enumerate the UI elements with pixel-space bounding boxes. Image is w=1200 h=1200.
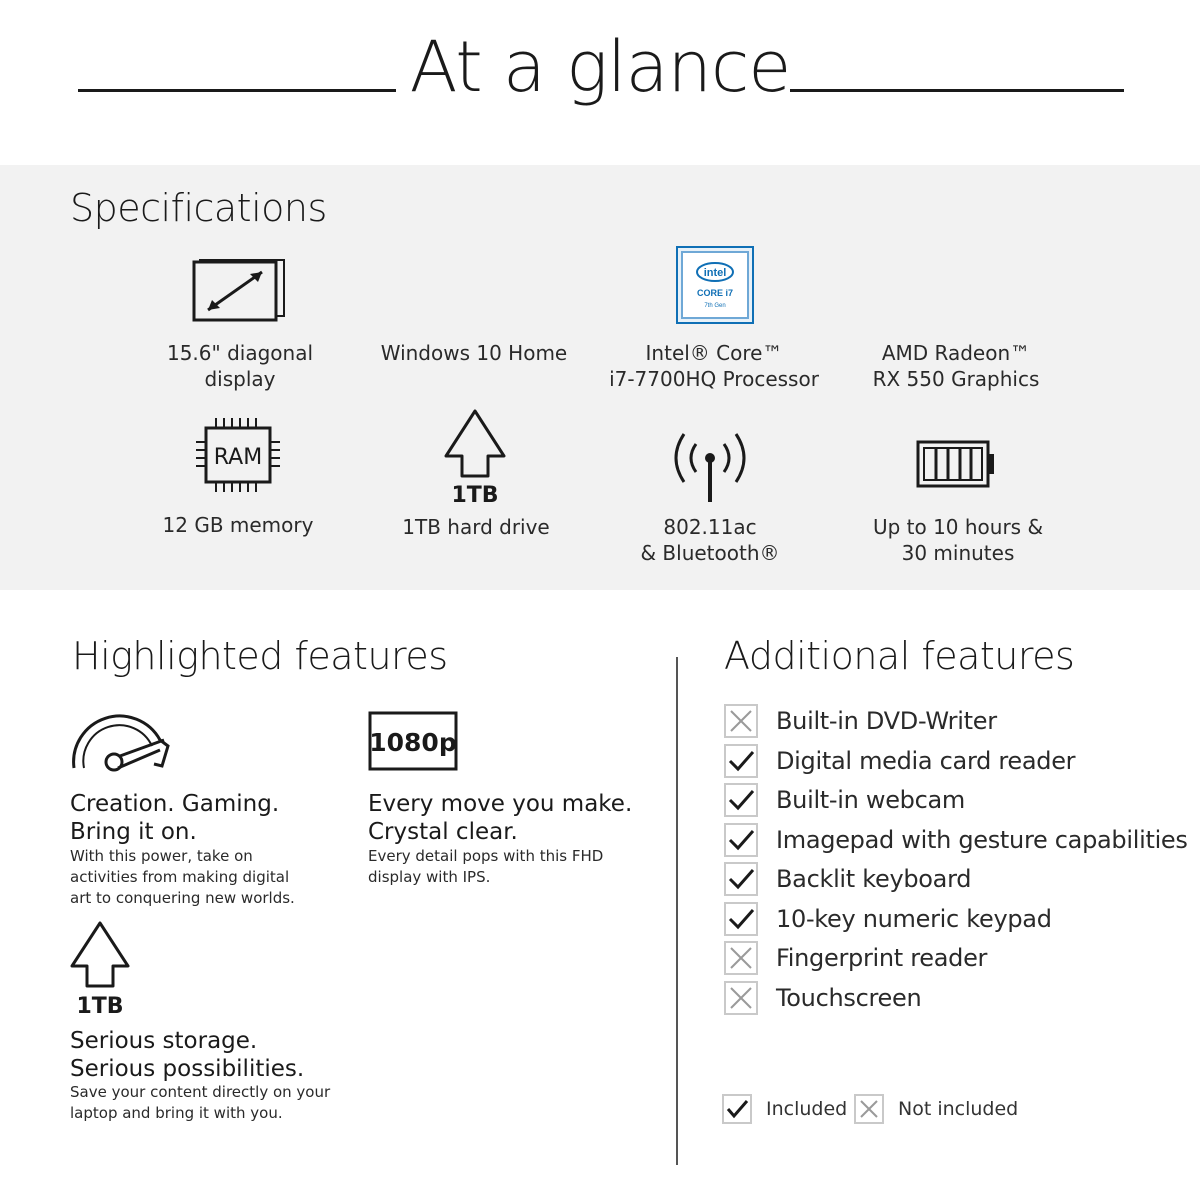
highlighted-features-title: Highlighted features [72,634,448,678]
spec-memory-label: 12 GB memory [162,513,314,537]
spec-display-label: 15.6" diagonal display [166,341,313,391]
spec-storage [356,514,596,540]
check-icon [724,862,758,896]
check-icon [724,823,758,857]
feature-row [724,940,987,976]
column-divider [676,657,678,1165]
page-title: At a glance [409,26,791,108]
storage-arrow-icon [440,408,510,506]
spec-wireless [590,514,830,566]
cross-icon [724,704,758,738]
spec-processor [594,340,834,392]
check-icon [724,902,758,936]
spec-display [120,340,360,392]
feature-label: Fingerprint reader [776,944,988,972]
legend-not-included [854,1094,1018,1124]
feature-row [724,861,971,897]
feature-label: Backlit keyboard [776,865,972,893]
legend-not-included-label: Not included [898,1098,1019,1120]
additional-features-title: Additional features [724,634,1075,678]
feature-row [724,703,997,739]
feature-label: Digital media card reader [776,747,1076,775]
ram-chip-label: RAM [213,445,263,470]
spec-wireless-label: 802.11ac & Bluetooth® [640,515,780,565]
spec-os [354,340,594,366]
fhd-1080p-label: 1080p [369,728,457,757]
battery-icon [916,440,996,488]
feature-gaming-heading: Creation. Gaming. Bring it on. [70,791,280,845]
fhd-1080p-icon [368,711,458,771]
feature-row [724,980,921,1016]
feature-display-description: Every detail pops with this FHD display with IPS. [368,847,604,886]
check-icon [724,783,758,817]
feature-row [724,743,1075,779]
feature-label: Built-in webcam [776,786,966,814]
spec-graphics [836,340,1076,392]
feature-label: Built-in DVD-Writer [776,707,997,735]
intel-core-i7-badge-icon [676,246,754,324]
storage-arrow-label: 1TB [451,483,499,506]
intel-badge-model: CORE i7 [696,288,734,298]
feature-storage-heading: Serious storage. Serious possibilities. [70,1028,305,1082]
intel-badge-generation: 7th Gen [704,303,726,309]
feature-label: Touchscreen [776,984,922,1012]
feature-gaming-description: With this power, take on activities from making digital art to conquering new worlds. [70,847,295,907]
cross-icon [854,1094,884,1124]
feature-label: Imagepad with gesture capabilities [776,826,1188,854]
cross-icon [724,981,758,1015]
legend-included-label: Included [766,1098,848,1120]
feature-storage-description: Save your content directly on your laptop and bring it with you. [70,1083,331,1122]
storage-arrow-icon [66,920,134,1016]
specifications-title: Specifications [70,186,327,230]
check-icon [722,1094,752,1124]
title-rule-right [790,89,1124,92]
wireless-antenna-icon [668,428,752,504]
check-icon [724,744,758,778]
feature-display-heading: Every move you make. Crystal clear. [368,791,633,845]
storage-feature-label: 1TB [76,994,124,1016]
legend-included [722,1094,847,1124]
performance-gauge-icon [68,706,170,774]
spec-graphics-label: AMD Radeon™ RX 550 Graphics [872,341,1040,391]
spec-battery [838,514,1078,566]
feature-label: 10-key numeric keypad [776,905,1052,933]
spec-storage-label: 1TB hard drive [402,515,550,539]
feature-row [724,822,1188,858]
diagonal-display-icon [192,258,288,324]
feature-row [724,782,965,818]
spec-os-label: Windows 10 Home [380,341,568,365]
ram-chip-icon [194,416,282,494]
spec-memory [118,512,358,538]
spec-processor-label: Intel® Core™ i7-7700HQ Processor [609,341,819,391]
intel-badge-brand: intel [703,267,727,279]
cross-icon [724,941,758,975]
feature-row [724,901,1052,937]
spec-battery-label: Up to 10 hours & 30 minutes [872,515,1044,565]
